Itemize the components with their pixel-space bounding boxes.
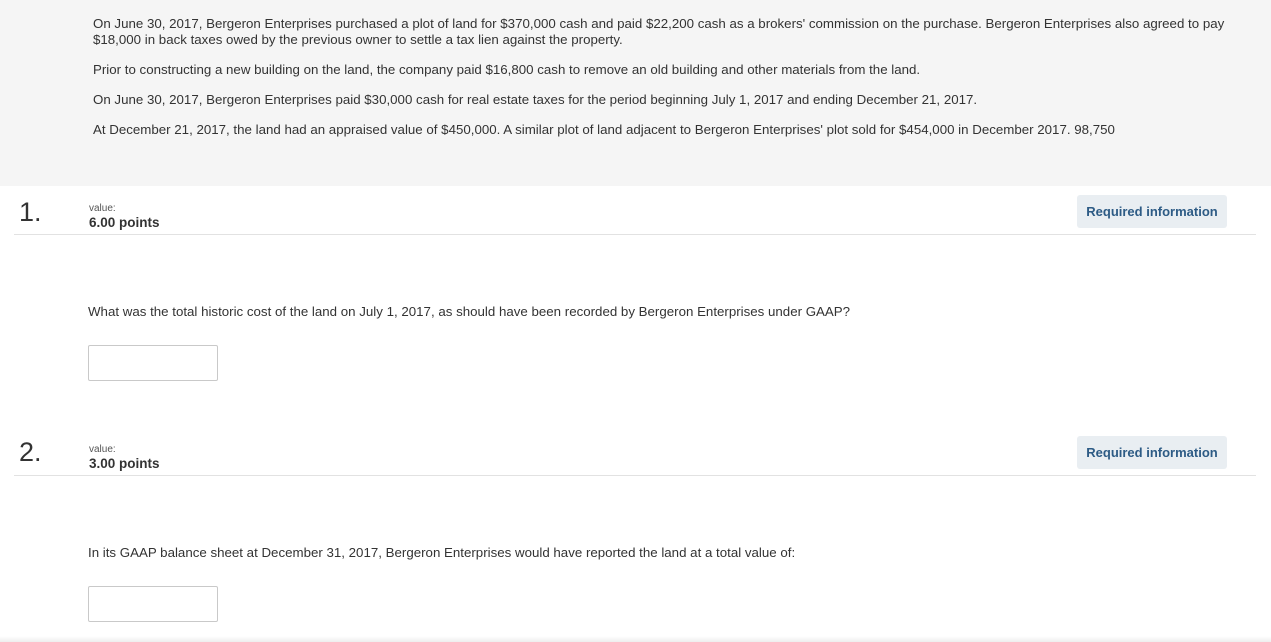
intro-paragraph-2: Prior to constructing a new building on the land, the company paid $16,800 cash to remove an old building and other materials from the land. bbox=[93, 62, 921, 77]
page-bottom-edge bbox=[0, 636, 1271, 642]
question-prompt: In its GAAP balance sheet at December 31, 2017, Bergeron Enterprises would have reported the land at a total value of: bbox=[88, 545, 796, 560]
intro-paragraph-4: At December 21, 2017, the land had an appraised value of $450,000. A similar plot of land adjacent to Bergeron Enterprises' plot sold for $454,000 in December 2017. 98,750 bbox=[93, 122, 1115, 137]
question-prompt: What was the total historic cost of the land on July 1, 2017, as should have been recorded by Bergeron Enterprises under GAAP? bbox=[88, 304, 851, 319]
value-label: value: bbox=[89, 203, 116, 214]
intro-text-line-1: On June 30, 2017, Bergeron Enterprises purchased a plot of land for $370,000 cash and paid $22,200 cash as a brokers' commission on the purchase. Bergeron Enterprises also agreed to pay bbox=[93, 16, 1225, 31]
value-label: value: bbox=[89, 444, 116, 455]
intro-paragraph-3: On June 30, 2017, Bergeron Enterprises paid $30,000 cash for real estate taxes for the period beginning July 1, 2017 and ending December 21, 2017. bbox=[93, 92, 978, 107]
question-divider bbox=[14, 234, 1256, 235]
answer-input[interactable] bbox=[88, 345, 218, 381]
intro-text-line-2: $18,000 in back taxes owed by the previous owner to settle a tax lien against the property. bbox=[93, 32, 623, 47]
required-information-button[interactable]: Required information bbox=[1077, 195, 1227, 228]
problem-intro-panel bbox=[0, 0, 1271, 186]
question-number: 2. bbox=[19, 437, 42, 467]
points-value: 6.00 points bbox=[89, 215, 160, 230]
question-divider bbox=[14, 475, 1256, 476]
required-information-button[interactable]: Required information bbox=[1077, 436, 1227, 469]
points-value: 3.00 points bbox=[89, 456, 160, 471]
answer-input[interactable] bbox=[88, 586, 218, 622]
question-number: 1. bbox=[19, 197, 42, 227]
